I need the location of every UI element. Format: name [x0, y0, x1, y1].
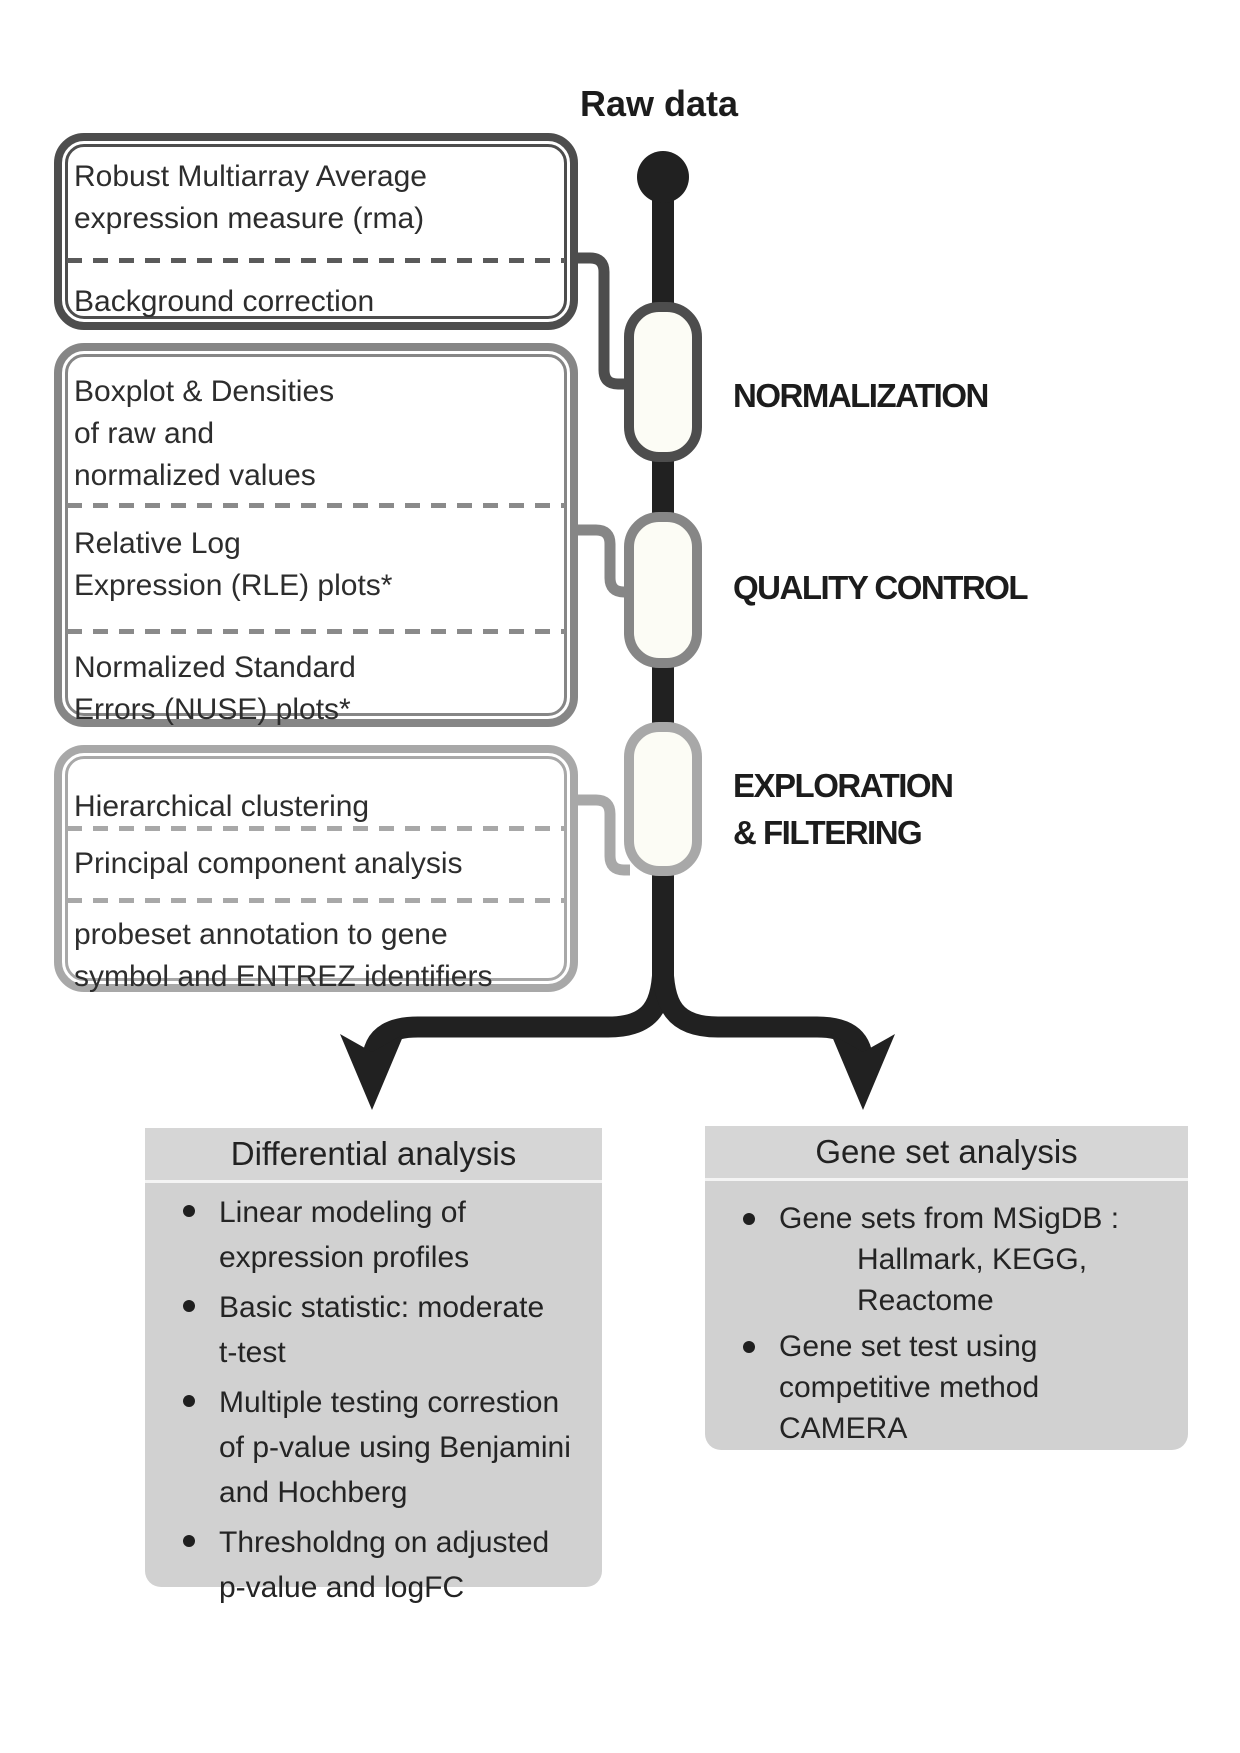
dashed-divider	[67, 503, 565, 508]
exploration-section-annotation	[74, 914, 558, 998]
process-box-exploration	[54, 745, 578, 992]
dashed-divider	[67, 629, 565, 634]
text-line: Multiple testing correstion	[219, 1386, 560, 1419]
qc-section-rle	[74, 523, 558, 607]
text-line: probeset annotation to gene	[74, 918, 448, 951]
text-line: Hierarchical clustering	[74, 790, 370, 823]
list-item	[169, 1520, 592, 1610]
panel-gene-set-analysis	[705, 1126, 1188, 1450]
qc-section-nuse	[74, 647, 558, 731]
dashed-divider	[67, 898, 565, 903]
stage-label-exploration-line2: & FILTERING	[733, 814, 922, 851]
text-line: of p-value using Benjamini	[219, 1431, 571, 1464]
process-box-normalization	[54, 133, 578, 330]
list-item	[169, 1190, 592, 1280]
panel-differential-title: Differential analysis	[230, 1135, 517, 1172]
normalization-section-background	[74, 281, 558, 323]
bullet-icon	[743, 1213, 755, 1225]
qc-section-boxplot	[74, 371, 558, 497]
bullet-icon	[183, 1205, 195, 1217]
stage-pill-exploration	[629, 727, 697, 871]
list-item	[729, 1326, 1178, 1449]
text-line: Basic statistic: moderate	[219, 1291, 545, 1324]
process-box-quality-control	[54, 343, 578, 727]
normalization-section-rma	[74, 156, 558, 240]
text-line: and Hochberg	[219, 1476, 408, 1509]
raw-data-label: Raw data	[580, 83, 739, 124]
text-line: Principal component analysis	[74, 847, 463, 880]
stage-label-quality-control: QUALITY CONTROL	[733, 569, 1028, 606]
text-line: Relative Log	[74, 527, 241, 560]
branch-right	[663, 962, 863, 1066]
gene-set-bullet-list	[729, 1198, 1178, 1454]
dashed-divider	[67, 258, 565, 263]
exploration-section-clustering	[74, 786, 558, 828]
exploration-section-pca	[74, 843, 558, 885]
stage-pill-normalization	[629, 307, 697, 457]
text-line: Hallmark, KEGG,	[857, 1243, 1088, 1276]
text-line: normalized values	[74, 459, 316, 492]
text-line: expression measure (rma)	[74, 202, 425, 235]
bullet-icon	[183, 1395, 195, 1407]
panel-separator	[705, 1178, 1188, 1181]
panel-gene-set-title: Gene set analysis	[815, 1133, 1078, 1170]
stage-label-normalization: NORMALIZATION	[733, 377, 988, 414]
stage-label-exploration	[733, 762, 952, 856]
bullet-icon	[183, 1535, 195, 1547]
text-line: Gene sets from MSigDB :	[779, 1202, 1120, 1235]
text-line: Linear modeling of	[219, 1196, 466, 1229]
text-line: Background correction	[74, 285, 375, 318]
text-line: Gene set test using	[779, 1330, 1038, 1363]
connector-exploration	[578, 800, 630, 870]
text-line: Thresholdng on adjusted	[219, 1526, 550, 1559]
text-line: Reactome	[857, 1284, 994, 1317]
raw-data-node-icon	[637, 151, 689, 203]
panel-differential-analysis	[145, 1128, 602, 1604]
text-line: of raw and	[74, 417, 215, 450]
panel-separator	[145, 1180, 602, 1183]
text-line: competitive method	[779, 1371, 1040, 1404]
list-item	[169, 1380, 592, 1515]
text-line: CAMERA	[779, 1412, 908, 1445]
stage-label-exploration-line1: EXPLORATION	[733, 767, 953, 804]
text-line: p-value and logFC	[219, 1571, 465, 1604]
dashed-divider	[67, 826, 565, 831]
text-line: Boxplot & Densities	[74, 375, 335, 408]
stage-pill-quality-control	[629, 517, 697, 663]
text-line: expression profiles	[219, 1241, 470, 1274]
text-line: Robust Multiarray Average	[74, 160, 427, 193]
connector-normalization	[578, 258, 628, 384]
bullet-icon	[743, 1341, 755, 1353]
list-item	[169, 1285, 592, 1375]
text-line: Expression (RLE) plots*	[74, 569, 393, 602]
text-line: t-test	[219, 1336, 286, 1369]
list-item	[729, 1198, 1178, 1321]
text-line: Normalized Standard	[74, 651, 356, 684]
text-line: Errors (NUSE) plots*	[74, 693, 351, 726]
differential-bullet-list	[169, 1190, 592, 1615]
connector-quality-control	[578, 530, 630, 592]
bullet-icon	[183, 1300, 195, 1312]
text-line: symbol and ENTREZ identifiers	[74, 960, 493, 993]
